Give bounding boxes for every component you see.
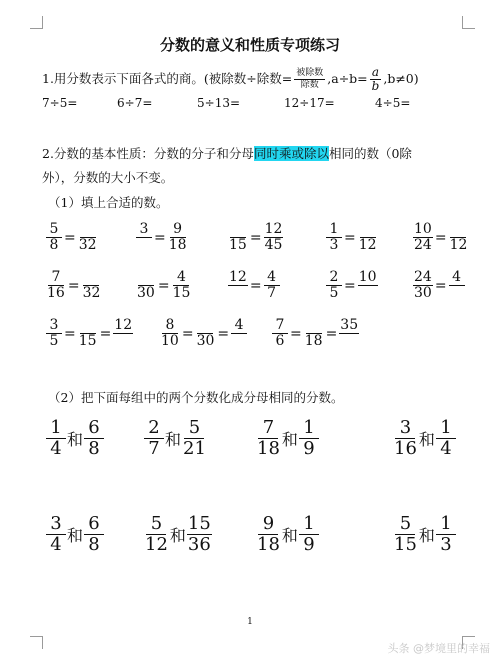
equals-sign: =: [344, 277, 356, 294]
fraction: [84, 418, 104, 459]
denominator: 9: [303, 534, 315, 555]
denominator: 18: [257, 438, 280, 459]
fraction: [358, 270, 378, 301]
denominator-blank[interactable]: [115, 334, 131, 349]
denominator: 30: [137, 285, 155, 301]
numerator-blank[interactable]: [83, 270, 99, 286]
denominator: 30: [196, 333, 215, 349]
numerator: 6: [84, 418, 104, 439]
fraction: [256, 514, 281, 555]
q1-dividend-fraction: [294, 68, 325, 91]
fraction: [299, 514, 319, 555]
crop-mark-top-right: [462, 16, 475, 29]
fraction: [46, 318, 62, 349]
numerator: 8: [162, 318, 178, 334]
numerator: 1: [436, 514, 456, 535]
denominator: 8: [88, 534, 100, 555]
numerator: 3: [136, 222, 152, 238]
equals-sign: =: [434, 277, 447, 294]
fraction: [182, 418, 207, 459]
page-number: 1: [247, 617, 253, 627]
fraction-equation: [413, 270, 465, 301]
q1-ab-fraction: [370, 66, 382, 93]
denominator: 15: [172, 285, 191, 301]
denominator: 21: [183, 438, 206, 459]
fraction-pair: [393, 418, 456, 459]
equals-sign: =: [181, 325, 194, 342]
fraction: [264, 270, 280, 301]
denominator: 30: [414, 285, 432, 301]
fraction: [78, 222, 98, 253]
denominator: 5: [49, 333, 59, 349]
fraction-equation: [136, 222, 188, 253]
numerator: 1: [436, 418, 456, 439]
numerator: 9: [170, 222, 186, 238]
denominator-blank[interactable]: [449, 286, 465, 301]
numerator: 3: [395, 418, 415, 439]
fraction-equation: [326, 270, 378, 301]
q1-frac-den: 除数: [300, 80, 319, 90]
fraction-pair: [393, 514, 456, 555]
fraction-equation: [272, 318, 359, 349]
numerator: 24: [414, 269, 432, 285]
fraction-equation: [46, 318, 133, 349]
fraction: [168, 222, 188, 253]
denominator: 6: [275, 333, 285, 349]
fraction: [413, 222, 433, 253]
q2-sub1-heading: （1）填上合适的数。: [48, 195, 169, 210]
numerator: 3: [46, 514, 66, 535]
numerator: 10: [414, 221, 432, 237]
fraction-pair: [256, 418, 319, 459]
numerator: 2: [144, 418, 164, 439]
denominator: 4: [50, 438, 62, 459]
q2-instruction-line2: 外），分数的大小不变。: [42, 170, 174, 185]
numerator: 4: [449, 270, 465, 286]
numerator: 12: [264, 221, 283, 237]
denominator: 15: [394, 534, 417, 555]
fraction: [144, 514, 169, 555]
connector-and: 和: [67, 526, 84, 545]
q1-item: 5÷13=: [197, 96, 241, 110]
denominator: 9: [303, 438, 315, 459]
fraction: [136, 270, 156, 301]
fraction: [326, 222, 342, 253]
denominator: 18: [304, 333, 323, 349]
denominator-blank[interactable]: [230, 286, 246, 301]
q1-item: 6÷7=: [117, 96, 153, 110]
denominator: 4: [440, 438, 452, 459]
numerator-blank[interactable]: [138, 270, 154, 286]
fraction: [46, 222, 62, 253]
numerator-blank[interactable]: [80, 222, 96, 238]
fraction: [256, 418, 281, 459]
denominator: 32: [78, 237, 97, 253]
denominator: 8: [49, 237, 59, 253]
page-title: 分数的意义和性质专项练习: [159, 36, 340, 54]
fraction: [46, 514, 66, 555]
fraction-equation: [46, 270, 101, 301]
connector-and: 和: [169, 526, 186, 545]
fraction: [339, 318, 359, 349]
numerator: 35: [340, 317, 359, 333]
denominator: 5: [329, 285, 339, 301]
fraction: [46, 270, 66, 301]
numerator: 4: [231, 318, 247, 334]
numerator: 7: [272, 318, 288, 334]
fraction: [172, 270, 192, 301]
numerator: 4: [173, 270, 189, 286]
equals-sign: =: [217, 325, 230, 342]
equals-sign: =: [290, 325, 302, 342]
denominator: 36: [187, 534, 211, 555]
connector-and: 和: [281, 430, 298, 449]
connector-and: 和: [165, 430, 182, 449]
fraction: [413, 270, 433, 301]
equals-sign: =: [64, 325, 76, 342]
denominator: 3: [329, 237, 339, 253]
numerator-blank[interactable]: [230, 222, 246, 238]
numerator: 1: [46, 418, 66, 439]
fraction-equation: [326, 222, 378, 253]
fraction: [393, 514, 418, 555]
fraction-pair: [144, 514, 212, 555]
numerator-blank[interactable]: [450, 222, 466, 238]
denominator: 12: [145, 534, 168, 555]
fraction: [228, 222, 248, 253]
numerator: 5: [146, 514, 166, 535]
q2-instruction-line1: [42, 144, 412, 162]
q1-frac-num: 被除数: [296, 68, 324, 78]
fraction: [46, 418, 66, 459]
connector-and: 和: [281, 526, 298, 545]
fraction-equation: [46, 222, 98, 253]
numerator-blank[interactable]: [306, 318, 322, 334]
numerator: 1: [299, 514, 319, 535]
q1-frac-b: b: [371, 79, 380, 93]
fraction: [113, 318, 133, 349]
equals-sign: =: [344, 229, 356, 246]
denominator: 18: [257, 534, 280, 555]
connector-and: 和: [67, 430, 84, 449]
fraction: [136, 222, 152, 253]
denominator: 3: [440, 534, 452, 555]
fraction: [82, 270, 102, 301]
fraction: [272, 318, 288, 349]
denominator: 7: [267, 285, 277, 301]
numerator: 5: [184, 418, 204, 439]
numerator: 10: [358, 269, 377, 285]
fraction: [264, 222, 284, 253]
denominator-blank[interactable]: [136, 238, 152, 253]
fraction-pair: [256, 514, 319, 555]
numerator: 12: [114, 317, 133, 333]
numerator: 7: [48, 270, 64, 286]
q1-text-suffix: ,b≠0): [383, 71, 419, 86]
numerator: 5: [395, 514, 415, 535]
q1-item: 4÷5=: [375, 96, 411, 110]
fraction: [358, 222, 378, 253]
q2-line1-pre: 2.分数的基本性质：分数的分子和分母: [42, 146, 254, 161]
numerator: 6: [84, 514, 104, 535]
numerator: 3: [46, 318, 62, 334]
fraction: [196, 318, 216, 349]
equals-sign: =: [434, 229, 447, 246]
numerator: 7: [258, 418, 278, 439]
equals-sign: =: [64, 229, 76, 246]
equals-sign: =: [99, 325, 112, 342]
denominator: 10: [161, 333, 179, 349]
crop-mark-top-left: [30, 16, 43, 29]
q2-line1-post: 相同的数（0除: [328, 146, 412, 161]
denominator: 45: [264, 237, 283, 253]
q1-text-mid: ,a÷b=: [327, 71, 368, 86]
denominator-blank[interactable]: [231, 334, 247, 349]
numerator: 9: [258, 514, 278, 535]
numerator: 4: [264, 270, 280, 286]
fraction-pair: [46, 418, 104, 459]
numerator: 5: [46, 222, 62, 238]
q1-text-prefix: 1.用分数表示下面各式的商。(被除数÷除数=: [42, 71, 293, 86]
q1-instruction: [42, 66, 419, 93]
fraction: [160, 318, 180, 349]
equals-sign: =: [249, 277, 262, 294]
denominator: 24: [414, 237, 432, 253]
denominator: 12: [449, 237, 468, 253]
fraction: [436, 514, 456, 555]
fraction: [228, 270, 248, 301]
fraction: [393, 418, 418, 459]
denominator: 15: [229, 237, 247, 253]
q1-frac-a: a: [371, 65, 380, 79]
denominator: 16: [394, 438, 417, 459]
numerator-blank[interactable]: [197, 318, 213, 334]
fraction-equation: [136, 270, 191, 301]
fraction: [299, 418, 319, 459]
fraction: [304, 318, 324, 349]
fraction: [84, 514, 104, 555]
denominator: 15: [78, 333, 97, 349]
numerator-blank[interactable]: [360, 222, 376, 238]
denominator: 7: [148, 438, 160, 459]
q1-item: 12÷17=: [284, 96, 335, 110]
equals-sign: =: [157, 277, 170, 294]
numerator: 1: [326, 222, 342, 238]
watermark: 头条 @梦境里的幸福: [387, 642, 490, 655]
denominator: 16: [47, 285, 65, 301]
numerator: 12: [229, 269, 247, 285]
fraction-equation: [413, 222, 468, 253]
fraction-equation: [228, 222, 283, 253]
connector-and: 和: [418, 430, 435, 449]
q2-highlighted-text: 同时乘或除以: [253, 146, 329, 161]
fraction: [436, 418, 456, 459]
q2-sub2-heading: （2）把下面每组中的两个分数化成分母相同的分数。: [48, 390, 344, 405]
fraction: [449, 270, 465, 301]
fraction-pair: [46, 514, 104, 555]
fraction: [78, 318, 98, 349]
fraction-equation: [228, 270, 280, 301]
equals-sign: =: [249, 229, 262, 246]
denominator-blank[interactable]: [341, 334, 357, 349]
denominator: 8: [88, 438, 100, 459]
fraction: [231, 318, 247, 349]
fraction: [449, 222, 469, 253]
denominator-blank[interactable]: [360, 286, 376, 301]
q1-item: 7÷5=: [42, 96, 78, 110]
fraction: [144, 418, 164, 459]
numerator-blank[interactable]: [80, 318, 96, 334]
fraction-pair: [144, 418, 207, 459]
numerator: 15: [187, 513, 211, 534]
connector-and: 和: [418, 526, 435, 545]
fraction: [326, 270, 342, 301]
equals-sign: =: [67, 277, 80, 294]
numerator: 2: [326, 270, 342, 286]
crop-mark-bottom-left: [30, 636, 43, 649]
equals-sign: =: [325, 325, 338, 342]
denominator: 12: [358, 237, 377, 253]
denominator: 18: [168, 237, 187, 253]
denominator: 4: [50, 534, 62, 555]
denominator: 32: [82, 285, 101, 301]
fraction-equation: [160, 318, 247, 349]
fraction: [187, 514, 212, 555]
numerator: 1: [299, 418, 319, 439]
equals-sign: =: [154, 229, 166, 246]
